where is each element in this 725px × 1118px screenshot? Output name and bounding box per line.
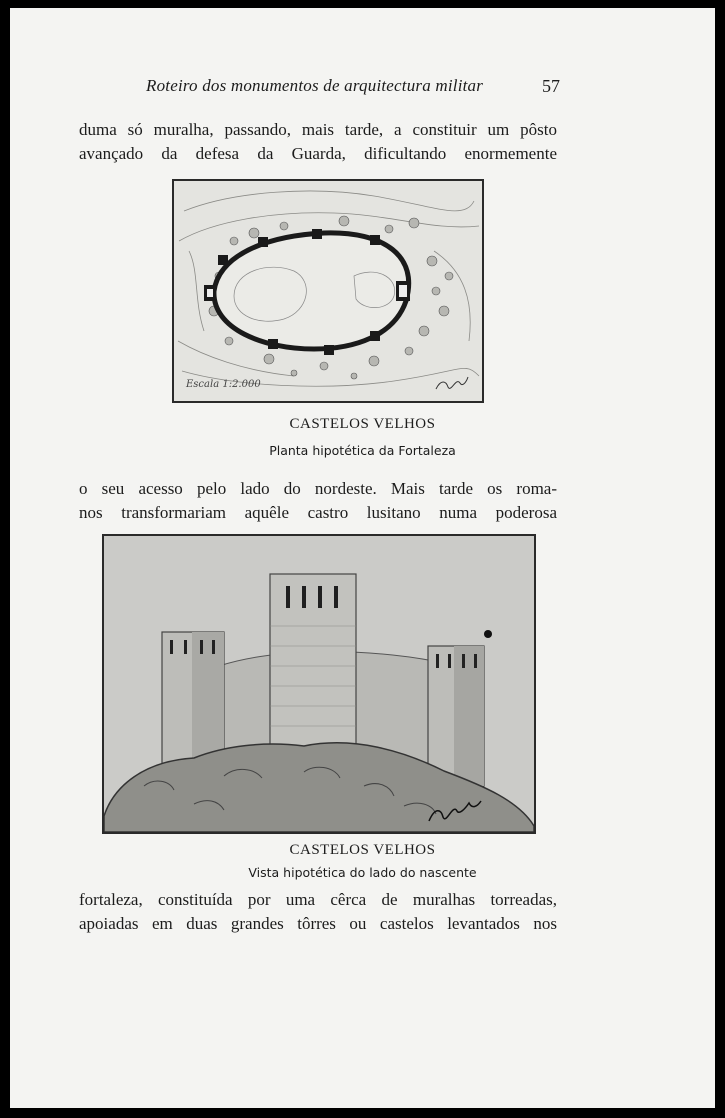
figure-1-subtitle: Planta hipotética da Fortaleza bbox=[269, 443, 456, 458]
paragraph-2-line-2: nos transformariam aquêle castro lusitano numa poderosa bbox=[79, 503, 557, 522]
paragraph-3-line-1: fortaleza, constituída por uma cêrca de muralhas torreadas, bbox=[79, 890, 557, 909]
fortress-plan-drawing bbox=[174, 181, 482, 401]
paragraph-1 bbox=[79, 118, 557, 166]
figure-2-subtitle: Vista hipotética do lado do nascente bbox=[248, 865, 477, 880]
paragraph-1-line-2: avançado da defesa da Guarda, dificultando enormemente bbox=[79, 144, 557, 163]
paragraph-2-line-1: o seu acesso pelo lado do nordeste. Mais tarde os roma- bbox=[79, 479, 557, 498]
page-number: 57 bbox=[542, 76, 560, 96]
artist-signature-plan bbox=[436, 377, 468, 389]
fortress-plan-figure bbox=[172, 179, 484, 403]
right-tower bbox=[428, 646, 484, 786]
figure-2-title: CASTELOS VELHOS bbox=[289, 842, 436, 858]
running-head: Roteiro dos monumentos de arquitectura militar bbox=[146, 76, 484, 95]
castle-view-figure bbox=[102, 534, 536, 834]
paragraph-1-line-1: duma só muralha, passando, mais tarde, a constituir um pôsto bbox=[79, 120, 557, 139]
paragraph-3-line-2: apoiadas em duas grandes tôrres ou castelos levantados nos bbox=[79, 914, 557, 933]
paragraph-3 bbox=[79, 888, 557, 936]
plan-scale-note: Escala 1:2.000 bbox=[186, 379, 261, 390]
figure-1-title: CASTELOS VELHOS bbox=[289, 416, 436, 432]
paragraph-2 bbox=[79, 477, 557, 525]
castle-view-drawing bbox=[104, 536, 534, 832]
